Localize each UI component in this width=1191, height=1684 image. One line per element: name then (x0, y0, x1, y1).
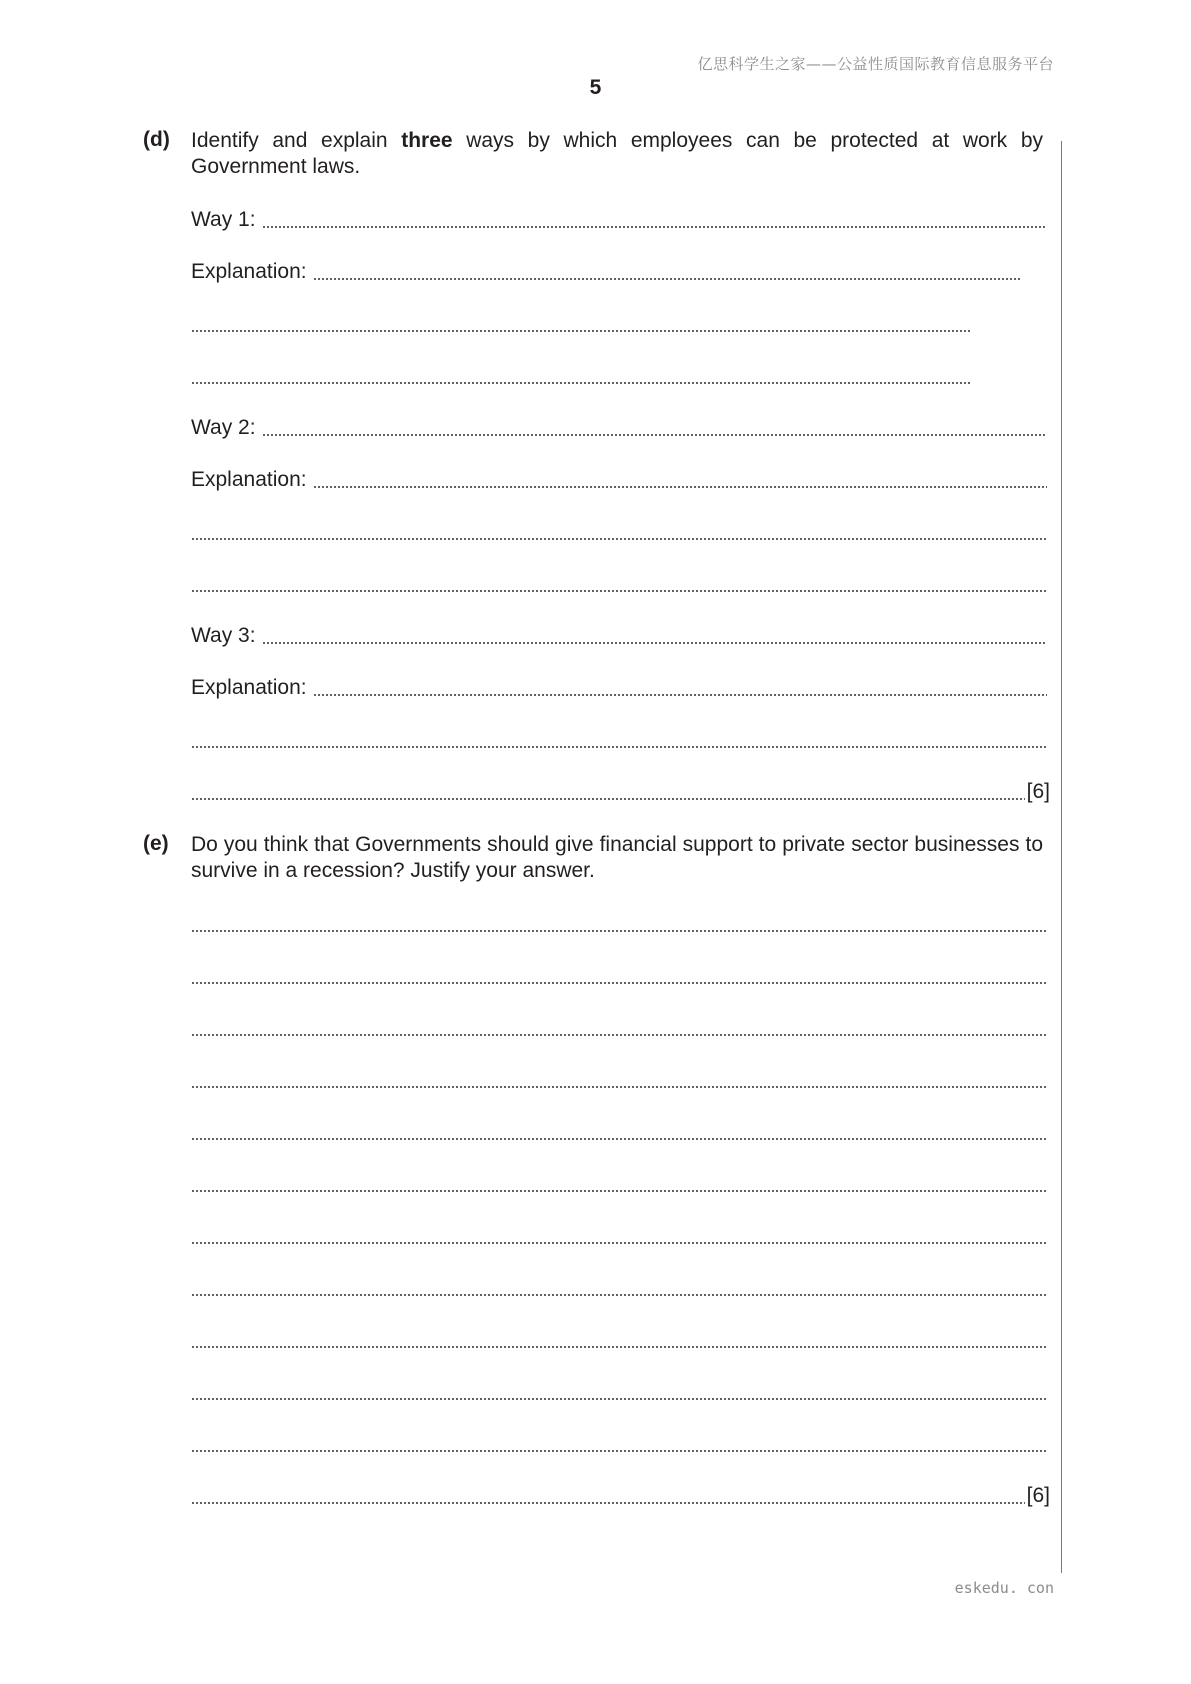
question-e-marks: [6] (1026, 1484, 1050, 1507)
question-d-text-before: Identify and explain (191, 129, 402, 152)
way-3-answer-line[interactable] (191, 622, 1047, 648)
dotted-line (313, 694, 1047, 696)
question-e-final-answer-line[interactable] (191, 1482, 1050, 1508)
question-d-text-bold: three (401, 129, 453, 152)
way-1-label: Way 1: (191, 208, 256, 231)
way-2-answer-continuation-line[interactable] (191, 518, 1047, 544)
question-d-text (191, 128, 1043, 180)
dotted-line (262, 226, 1047, 228)
way-1-explanation-line[interactable] (191, 258, 1021, 284)
question-e-answer-line[interactable] (191, 962, 1047, 988)
dotted-line (191, 1034, 1047, 1036)
dotted-line (191, 1398, 1047, 1400)
way-2-label: Way 2: (191, 416, 256, 439)
way-2-answer-line[interactable] (191, 414, 1047, 440)
footer-site-text: eskedu. con (954, 1579, 1054, 1597)
question-e-answer-line[interactable] (191, 1066, 1047, 1092)
question-e-answer-line[interactable] (191, 1378, 1047, 1404)
question-e-answer-line[interactable] (191, 1430, 1047, 1456)
dotted-line (191, 1294, 1047, 1296)
question-d-final-answer-line[interactable] (191, 778, 1050, 804)
way-1-answer-continuation-line[interactable] (191, 310, 971, 336)
dotted-line (191, 382, 971, 384)
dotted-line (262, 642, 1047, 644)
dotted-line (191, 1346, 1047, 1348)
question-d-marks: [6] (1026, 780, 1050, 803)
dotted-line (191, 930, 1047, 932)
question-e-answer-line[interactable] (191, 1170, 1047, 1196)
explanation-label: Explanation: (191, 676, 307, 699)
dotted-line (191, 590, 1047, 592)
dotted-line (313, 486, 1047, 488)
question-d-text-after: ways by which employees can be protected at work by Government laws. (191, 129, 1043, 178)
question-e-answer-line[interactable] (191, 1118, 1047, 1144)
dotted-line (191, 1138, 1047, 1140)
margin-rule (1061, 141, 1062, 1573)
dotted-line (191, 798, 1025, 800)
way-1-answer-continuation-line[interactable] (191, 362, 971, 388)
dotted-line (191, 1502, 1025, 1504)
dotted-line (191, 746, 1047, 748)
way-3-answer-continuation-line[interactable] (191, 726, 1047, 752)
dotted-line (191, 1086, 1047, 1088)
dotted-line (262, 434, 1047, 436)
dotted-line (191, 982, 1047, 984)
dotted-line (191, 538, 1047, 540)
question-e-label: (e) (143, 832, 169, 855)
question-e-answer-line[interactable] (191, 1274, 1047, 1300)
watermark-text: 亿思科学生之家——公益性质国际教育信息服务平台 (697, 55, 1054, 73)
question-e-text: Do you think that Governments should give financial support to private sector businesses to survive in a recession? Justify your answer. (191, 833, 1043, 882)
way-3-explanation-line[interactable] (191, 674, 1047, 700)
way-3-label: Way 3: (191, 624, 256, 647)
page-number: 5 (589, 76, 602, 99)
way-2-explanation-line[interactable] (191, 466, 1047, 492)
explanation-label: Explanation: (191, 468, 307, 491)
way-1-answer-line[interactable] (191, 206, 1047, 232)
question-e-answer-line[interactable] (191, 1014, 1047, 1040)
dotted-line (191, 1190, 1047, 1192)
explanation-label: Explanation: (191, 260, 307, 283)
question-e-answer-line[interactable] (191, 1222, 1047, 1248)
question-d-label: (d) (143, 128, 170, 151)
way-2-answer-continuation-line[interactable] (191, 570, 1047, 596)
question-e-answer-line[interactable] (191, 910, 1047, 936)
dotted-line (191, 330, 971, 332)
dotted-line (191, 1450, 1047, 1452)
question-e-answer-line[interactable] (191, 1326, 1047, 1352)
dotted-line (191, 1242, 1047, 1244)
dotted-line (313, 278, 1021, 280)
